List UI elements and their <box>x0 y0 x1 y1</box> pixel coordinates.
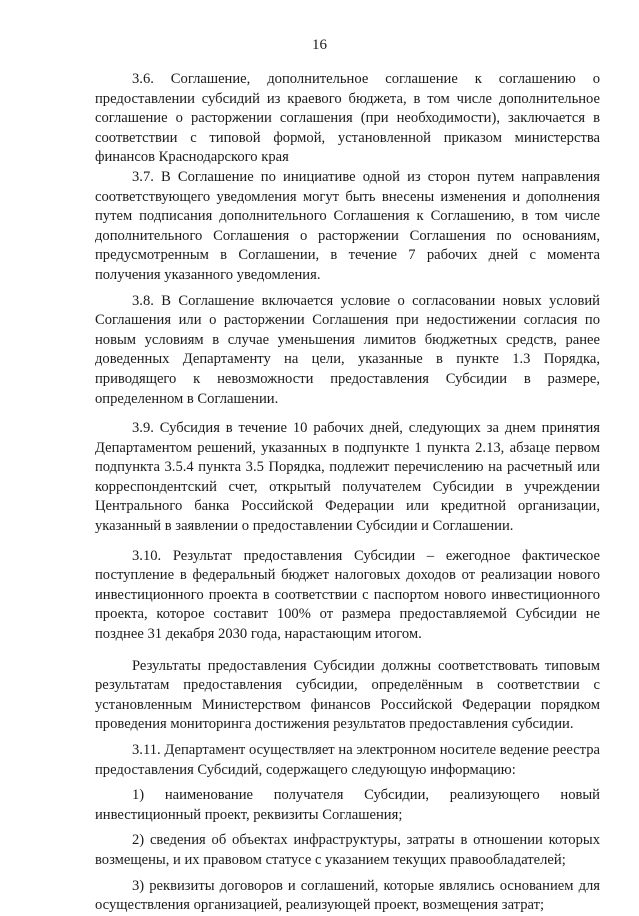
paragraph-3-9: 3.9. Субсидия в течение 10 рабочих дней, следующих за днем принятия Департаментом решений, указанных в подпункте 1 пункта 2.13, абзаце первом подпункта 3.5.4 пункта 3.5 Порядка, подлежит перечислению на расчетный или корреспондентский счет, открытый получателем Субсидии в учреждении Центрального банка Российской Федерации или кредитной организации, указанный в заявлении о предоставлении Субсидии и Соглашении. <box>95 420 600 535</box>
paragraph-3-7: 3.7. В Соглашение по инициативе одной из сторон путем направления соответствующего уведомления могут быть внесены изменения и дополнения путем подписания дополнительного Соглашения к Соглашению, в том числе дополнительного Соглашения о расторжении Соглашения по основаниям, предусмотренным в Соглашении, в течение 7 рабочих дней с момента получения указанного уведомления. <box>95 168 600 283</box>
paragraph-3-8: 3.8. В Соглашение включается условие о согласовании новых условий Соглашения или о расторжении Соглашения при недостижении согласия по новым условиям в случае уменьшения лимитов бюджетных средств, ранее доведенных Департаменту на цели, указанные в пункте 1.3 Порядка, приводящего к невозможности предоставления Субсидии в размере, определенном в Соглашении. <box>95 292 600 407</box>
page-number: 16 <box>312 37 327 53</box>
list-item-3-11-3: 3) реквизиты договоров и соглашений, которые являлись основанием для осуществления организацией, реализующей проект, возмещения затрат; <box>95 877 600 914</box>
paragraph-3-10: 3.10. Результат предоставления Субсидии – ежегодное фактическое поступление в федеральный бюджет налоговых доходов от реализации нового инвестиционного проекта в соответствии с паспортом нового инвестиционного проекта, которое составит 100% от размера предоставляемой Субсидии не позднее 31 декабря 2030 года, нарастающим итогом. <box>95 547 600 643</box>
paragraph-results: Результаты предоставления Субсидии должны соответствовать типовым результатам предоставления субсидии, определённым в соответствии с установленным Министерством финансов Российской Федерации порядком проведения мониторинга достижения результатов предоставления субсидии. <box>95 657 600 733</box>
list-item-3-11-2: 2) сведения об объектах инфраструктуры, затраты в отношении которых возмещены, и их правовом статусе с указанием текущих правообладателей; <box>95 832 600 868</box>
document-body <box>95 70 600 916</box>
paragraph-3-11: 3.11. Департамент осуществляет на электронном носителе ведение реестра предоставления Субсидий, содержащего следующую информацию: <box>95 742 600 778</box>
paragraph-3-6: 3.6. Соглашение, дополнительное соглашение к соглашению о предоставлении субсидий из краевого бюджета, в том числе дополнительное соглашение о расторжении соглашения (при необходимости), заключается в соответствии с типовой формой, установленной приказом министерства финансов Краснодарского края <box>95 71 600 166</box>
list-item-3-11-1: 1) наименование получателя Субсидии, реализующего новый инвестиционный проект, реквизиты Соглашения; <box>95 787 600 823</box>
